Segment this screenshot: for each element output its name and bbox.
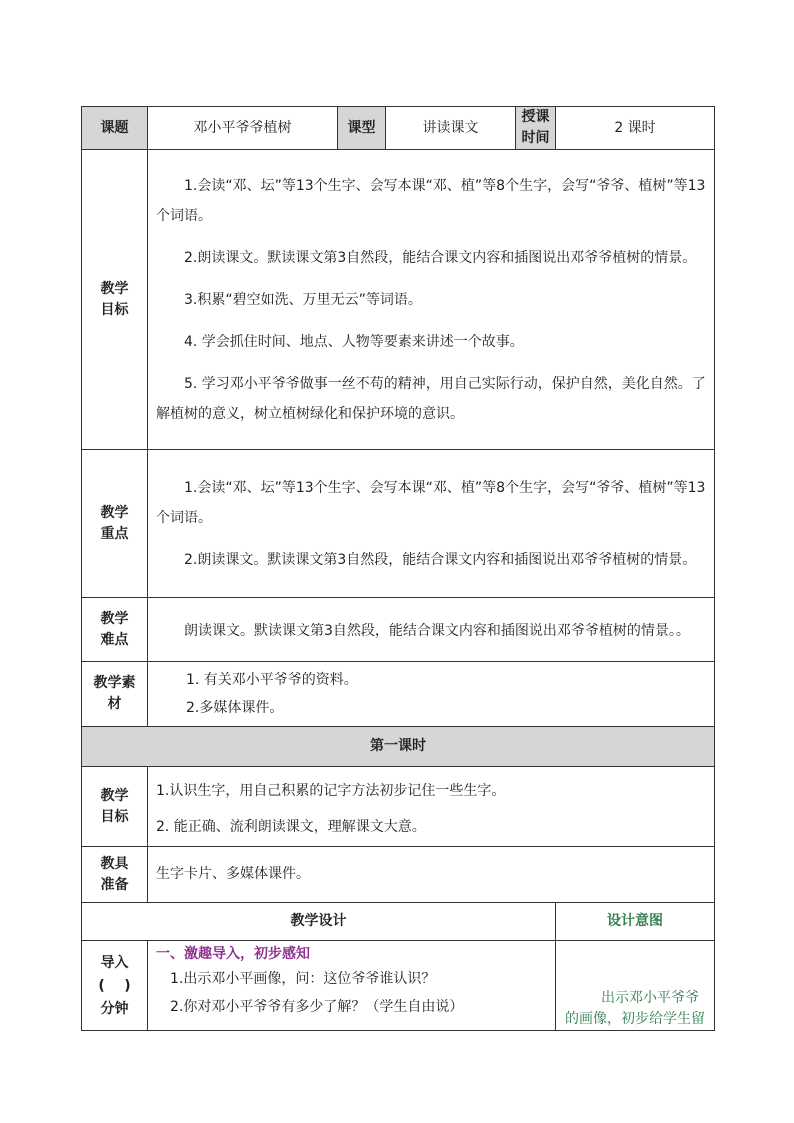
tools-content — [148, 847, 715, 903]
intro-label-line3: 分钟 — [100, 1000, 129, 1017]
intro-section-title: 一、激趣导入，初步感知 — [156, 946, 310, 962]
time-label-line2: 时间 — [521, 130, 550, 146]
goal-item: 3.积累“碧空如洗、万里无云”等词语。 — [184, 292, 422, 308]
design-header-row — [82, 903, 715, 941]
lesson-one-goal-item: 1.认识生字，用自己积累的记字方法初步记住一些生字。 — [156, 782, 506, 799]
type-value: 讲读课文 — [386, 107, 516, 150]
materials-label-line1: 教学素 — [93, 675, 136, 691]
tools-label-line2: 准备 — [100, 876, 129, 893]
intro-row — [82, 941, 715, 1031]
key-point-item: 2.朗读课文。默读课文第3自然段，能结合课文内容和插图说出邓爷爷植树的情景。 — [184, 552, 697, 568]
time-label-line1: 授课 — [521, 109, 550, 125]
difficulties-label-line2: 难点 — [100, 631, 129, 648]
time-value: 2 课时 — [556, 107, 715, 150]
material-item: 2.多媒体课件。 — [186, 700, 284, 716]
intent-line2: 的画像，初步给学生留 — [565, 1011, 705, 1027]
materials-row — [82, 662, 715, 727]
key-points-label-line2: 重点 — [100, 525, 129, 542]
goal-item: 2.朗读课文。默读课文第3自然段，能结合课文内容和插图说出邓爷爷植树的情景。 — [184, 250, 697, 266]
lesson-one-title-row — [82, 727, 715, 767]
intro-label — [82, 941, 148, 1031]
tools-label — [82, 847, 148, 903]
intro-step: 1.出示邓小平画像，问：这位爷爷谁认识？ — [170, 971, 436, 987]
topic-value: 邓小平爷爷植树 — [148, 107, 338, 150]
difficulties-label — [82, 598, 148, 662]
tools-label-line1: 教具 — [100, 855, 129, 872]
goals-row — [82, 150, 715, 450]
difficulties-label-line1: 教学 — [100, 610, 129, 627]
difficulties-text: 朗读课文。默读课文第3自然段，能结合课文内容和插图说出邓爷爷植树的情景。。 — [184, 623, 690, 639]
lesson-one-goals-label — [82, 767, 148, 847]
key-points-content — [148, 450, 715, 598]
lesson-one-goals-content — [148, 767, 715, 847]
goal-item: 5. 学习邓小平爷爷做事一丝不苟的精神，用自己实际行动，保护自然，美化自然。了解植树的意义，树立植树绿化和保护环境的意识。 — [156, 376, 706, 422]
lesson-one-goals-label-line1: 教学 — [100, 787, 129, 804]
intro-label-line1: 导入 — [100, 954, 129, 971]
type-label: 课型 — [338, 107, 386, 150]
difficulties-content — [148, 598, 715, 662]
goals-content — [148, 150, 715, 450]
goal-item: 1.会读“邓、坛”等13个生字、会写本课“邓、植”等8个生字，会写“爷爷、植树”等13个词语。 — [156, 178, 706, 224]
goals-label — [82, 150, 148, 450]
lesson-one-title: 第一课时 — [82, 727, 715, 767]
lesson-one-goals-row — [82, 767, 715, 847]
key-points-row — [82, 450, 715, 598]
header-row — [82, 107, 715, 150]
goal-item: 4. 学会抓住时间、地点、人物等要素来讲述一个故事。 — [184, 334, 524, 350]
intro-content — [148, 941, 556, 1031]
time-label — [516, 107, 556, 150]
lesson-one-goal-item: 2. 能正确、流利朗读课文，理解课文大意。 — [156, 818, 426, 835]
lesson-plan-table — [81, 106, 715, 1031]
material-item: 1. 有关邓小平爷爷的资料。 — [186, 672, 358, 688]
intent-line1: 出示邓小平爷爷 — [601, 990, 699, 1006]
key-point-item: 1.会读“邓、坛”等13个生字、会写本课“邓、植”等8个生字，会写“爷爷、植树”等13个词语。 — [156, 480, 706, 526]
key-points-label-line1: 教学 — [100, 504, 129, 521]
materials-label-line2: 材 — [107, 696, 122, 712]
intro-label-line2: ( ) — [98, 977, 131, 994]
tools-text: 生字卡片、多媒体课件。 — [156, 866, 310, 882]
key-points-label — [82, 450, 148, 598]
topic-label: 课题 — [82, 107, 148, 150]
materials-label — [82, 662, 148, 727]
goals-label-line2: 目标 — [100, 301, 129, 318]
materials-content — [148, 662, 715, 727]
design-header-right: 设计意图 — [556, 903, 715, 941]
difficulties-row — [82, 598, 715, 662]
design-header-left: 教学设计 — [82, 903, 556, 941]
intro-step: 2.你对邓小平爷爷有多少了解？（学生自由说） — [170, 999, 464, 1015]
tools-row — [82, 847, 715, 903]
lesson-one-goals-label-line2: 目标 — [100, 808, 129, 825]
goals-label-line1: 教学 — [100, 280, 129, 297]
intro-intent — [556, 941, 715, 1031]
